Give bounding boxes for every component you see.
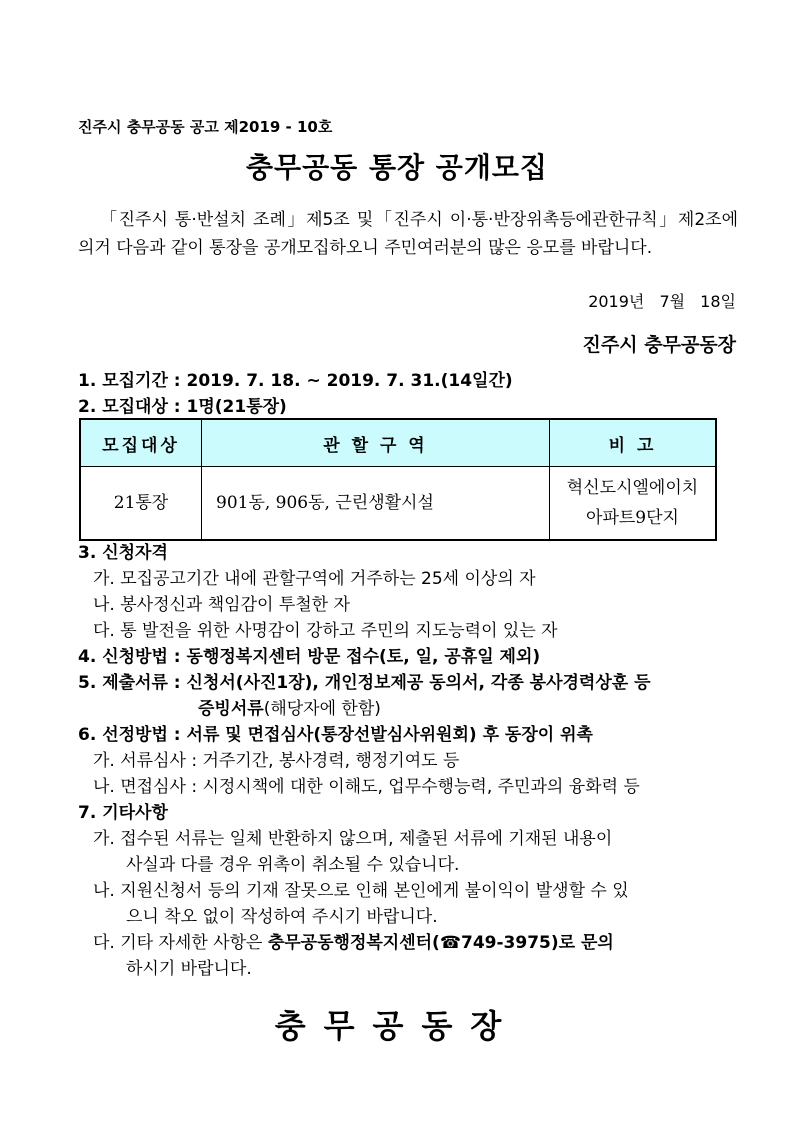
table-header: 관 할 구 역 xyxy=(202,419,550,467)
section-7-item: 나. 지원신청서 등의 기재 잘못으로 인해 본인에게 불이익이 발생할 수 있 xyxy=(93,881,629,901)
issuer: 진주시 충무공동장 xyxy=(582,334,736,356)
section-3-title: 3. 신청자격 xyxy=(78,543,168,563)
district-cell: 901동, 906동, 근린생활시설 xyxy=(202,467,550,541)
section-7-item-cont: 사실과 다를 경우 위촉이 취소될 수 있습니다. xyxy=(126,855,460,875)
page-title: 충무공동 통장 공개모집 xyxy=(246,151,548,184)
note-cell xyxy=(550,467,717,541)
section-4-method: 4. 신청방법 : 동행정복지센터 방문 접수(토, 일, 공휴일 제외) xyxy=(78,647,541,667)
table-header-row xyxy=(80,419,716,467)
notice-date: 2019년 7월 18일 xyxy=(588,292,736,311)
section-3-item: 나. 봉사정신과 책임감이 투철한 자 xyxy=(93,595,350,615)
recruitment-table xyxy=(79,418,717,541)
table-row xyxy=(80,467,716,541)
s7c-contact: 충무공동행정복지센터(☎749-3975)로 문의 xyxy=(267,933,614,953)
target-cell: 21통장 xyxy=(80,467,202,541)
s5-bold: 증빙서류 xyxy=(198,699,264,719)
section-7-item: 가. 접수된 서류는 일체 반환하지 않으며, 제출된 서류에 기재된 내용이 xyxy=(93,829,613,849)
footer-signature: 충무공동장 xyxy=(274,1007,520,1045)
section-5-documents: 5. 제출서류 : 신청서(사진1장), 개인정보제공 동의서, 각종 봉사경력상훈 등 xyxy=(78,673,651,693)
table-header: 모집대상 xyxy=(80,419,202,467)
section-7-title: 7. 기타사항 xyxy=(78,803,168,823)
section-3-item: 다. 통 발전을 위한 사명감이 강하고 주민의 지도능력이 있는 자 xyxy=(93,621,558,641)
section-2-target: 2. 모집대상 : 1명(21통장) xyxy=(78,397,287,417)
section-3-item: 가. 모집공고기간 내에 관할구역에 거주하는 25세 이상의 자 xyxy=(93,569,536,589)
s5-note: (해당자에 한함) xyxy=(263,699,381,719)
table-header: 비 고 xyxy=(550,419,717,467)
section-6-selection: 6. 선정방법 : 서류 및 면접심사(통장선발심사위원회) 후 동장이 위촉 xyxy=(78,725,593,745)
section-7-item xyxy=(93,928,614,953)
section-5-continued xyxy=(198,694,381,719)
note-line: 혁신도시엘에이치 xyxy=(566,478,699,498)
s7c-text: 다. 기타 자세한 사항은 xyxy=(93,933,268,953)
section-6-item: 가. 서류심사 : 거주기간, 봉사경력, 행정기여도 등 xyxy=(93,751,460,771)
section-6-item: 나. 면접심사 : 시정시책에 대한 이해도, 업무수행능력, 주민과의 융화력 등 xyxy=(93,777,640,797)
note-line: 아파트9단지 xyxy=(586,508,679,528)
section-7-item-cont: 으니 착오 없이 작성하여 주시기 바랍니다. xyxy=(126,907,438,927)
intro-paragraph: 「진주시 통·반설치 조례」제5조 및「진주시 이·통·반장위촉등에관한규칙」제2조에 의거 다음과 같이 통장을 공개모집하오니 주민여러분의 많은 응모를 바랍니다. xyxy=(78,210,738,258)
section-7-item-cont: 하시기 바랍니다. xyxy=(126,959,252,979)
section-1-period: 1. 모집기간 : 2019. 7. 18. ~ 2019. 7. 31.(14일간) xyxy=(78,371,513,391)
notice-number: 진주시 충무공동 공고 제2019 - 10호 xyxy=(78,118,333,136)
